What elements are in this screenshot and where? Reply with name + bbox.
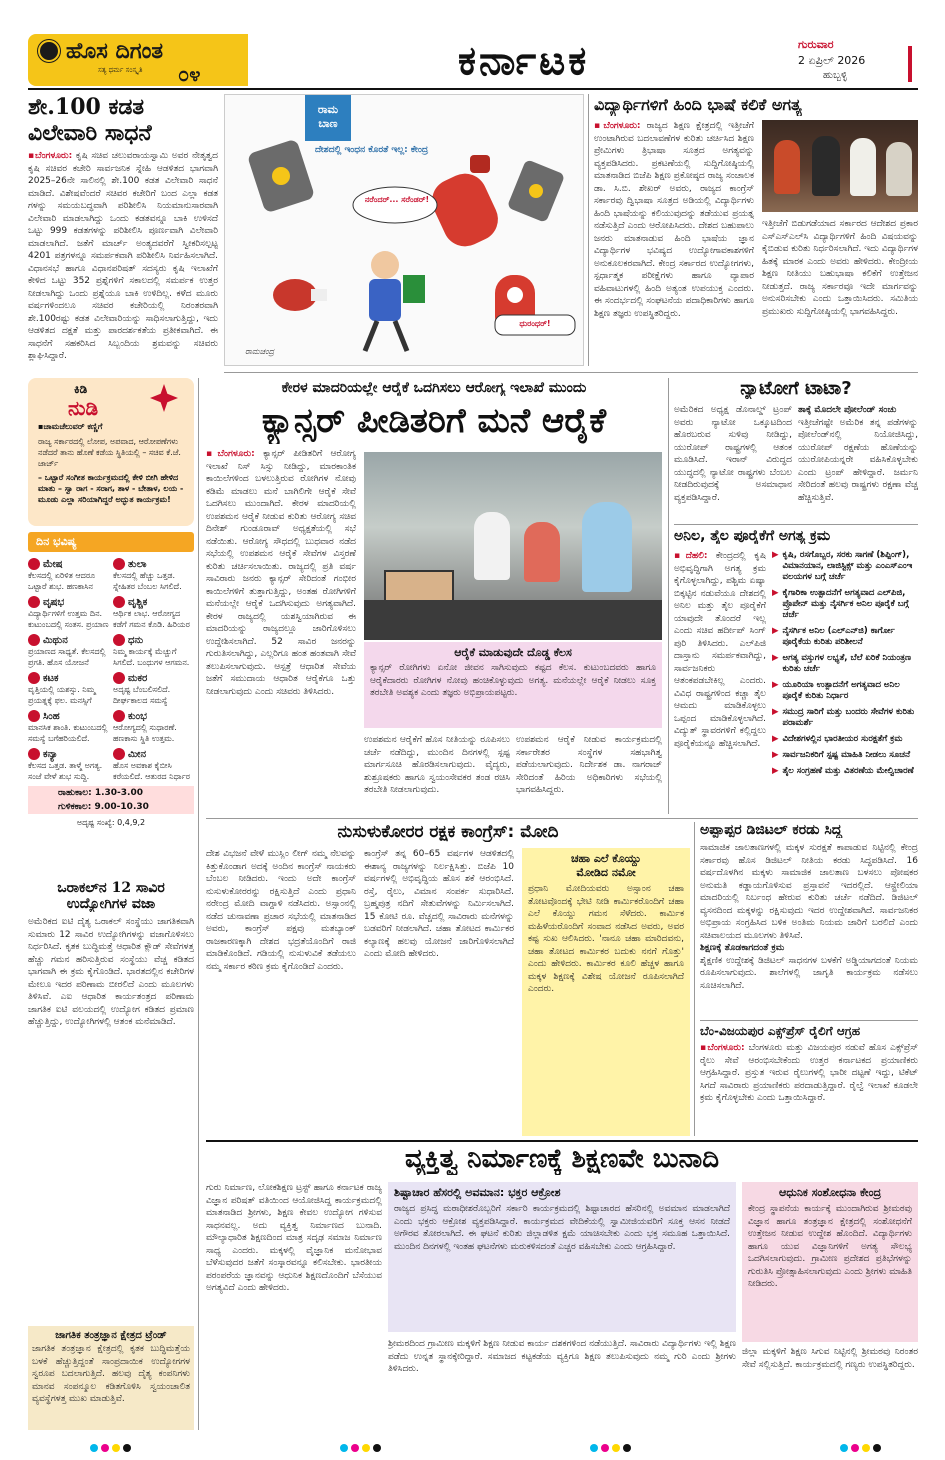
list-item-text: ಸಾರ್ವಜನಿಕರಿಗೆ ಸ್ಪಷ್ಟ ಮಾಹಿತಿ ನೀಡಲು ಸೂಚನೆ bbox=[782, 750, 911, 760]
list-item bbox=[772, 653, 918, 675]
article-body bbox=[700, 842, 918, 1014]
section-rule bbox=[206, 818, 918, 819]
column-divider bbox=[198, 378, 199, 1430]
sign-text: ಅದೃಷ್ಟ ಬೆಂಬಲಿಸಲಿದೆ. ದೀರ್ಘಕಾಲದ ಸಮಸ್ಯೆ bbox=[113, 685, 171, 705]
article-text: ಶ್ರೀಮಠದಿಂದ ಗ್ರಾಮೀಣ ಮಕ್ಕಳಿಗೆ ಶಿಕ್ಷಣ ನೀಡುವ ಕಾರ್ಯ ದಶಕಗಳಿಂದ ನಡೆಯುತ್ತಿದೆ. ಸಾವಿರಾರು ವಿದ್ಯಾರ್ಥಿಗಳು ಇಲ್ಲಿ ಶಿಕ್ಷಣ ಪಡೆದು ಉನ್ನತ ಸ್ಥಾನಕ್ಕೇರಿದ್ದಾರೆ. ಸಮಾಜದ ಕಟ್ಟಕಡೆಯ ವ್ಯಕ್ತಿಗೂ ಶಿಕ್ಷಣ ತಲುಪಿಸುವುದು ನಮ್ಮ ಗುರಿ ಎಂದು ಶ್ರೀಗಳು ತಿಳಿಸಿದರು. bbox=[388, 1339, 736, 1374]
lead-body-col1 bbox=[206, 448, 356, 814]
horoscope-sign bbox=[28, 672, 109, 706]
horoscope-sign bbox=[28, 596, 109, 630]
section-rule bbox=[674, 524, 918, 525]
subhead: ತಾಕ್ಕೆ ಮೊದಲೇ ಪೋಲೆಂಡ್ ಸಂಚು bbox=[798, 405, 897, 415]
sign-text: ವಿದ್ಯಾರ್ಥಿಗಳಿಗೆ ಉತ್ತಮ ದಿನ. ಕುಟುಂಬದಲ್ಲಿ ಸಂತಸ. ಪ್ರಯಾಣ bbox=[28, 609, 109, 629]
sign-text: ಆರ್ಥಿಕ ಲಾಭ. ಆರೋಗ್ಯದ ಕಡೆಗೆ ಗಮನ ಕೊಡಿ. ಹಿರಿಯರ bbox=[113, 609, 190, 629]
shishtachara-body: ರಾಜ್ಯದ ಪ್ರಸಿದ್ಧ ಮಠಾಧೀಶರೊಬ್ಬರಿಗೆ ಸರ್ಕಾರಿ ಕಾರ್ಯಕ್ರಮದಲ್ಲಿ ಶಿಷ್ಟಾಚಾರದ ಹೆಸರಿನಲ್ಲಿ ಅವಮಾನ ಮಾಡಲಾಗಿದೆ ಎಂದು ಭಕ್ತರು ಆಕ್ರೋಶ ವ್ಯಕ್ತಪಡಿಸಿದ್ದಾರೆ. ಕಾರ್ಯಕ್ರಮದ ವೇದಿಕೆಯಲ್ಲಿ ಸ್ವಾಮೀಜಿಯವರಿಗೆ ಸೂಕ್ತ ಆಸನ ನೀಡದೆ ಅಗೌರವ ತೋರಲಾಗಿದೆ. ಈ ಘಟನೆ ಕುರಿತು ಜಿಲ್ಲಾಡಳಿತ ಕ್ಷಮೆ ಯಾಚಿಸಬೇಕು ಎಂದು ಭಕ್ತ ಸಮೂಹ ಒತ್ತಾಯಿಸಿದೆ. ಮುಂದಿನ ದಿನಗಳಲ್ಲಿ ಇಂತಹ ಘಟನೆಗಳು ಮರುಕಳಿಸದಂತೆ ಎಚ್ಚರ ವಹಿಸಬೇಕು ಎಂದು ಆಗ್ರಹಿಸಿದ್ದಾರೆ. bbox=[394, 1204, 730, 1252]
cylinder-left-icon bbox=[247, 138, 316, 213]
column-divider bbox=[588, 94, 589, 366]
sign-name: ವೃಶ್ಚಿಕ bbox=[128, 596, 148, 608]
article-text: ಬೆಂಗಳೂರು ಮತ್ತು ವಿಜಯಪುರ ನಡುವೆ ಹೊಸ ಎಕ್ಸ್‌ಪ್ರೆಸ್ ರೈಲು ಸೇವೆ ಆರಂಭಿಸಬೇಕೆಂದು ಉತ್ತರ ಕರ್ನಾಟಕದ ಪ್ರಯಾಣಿಕರು ಆಗ್ರಹಿಸಿದ್ದಾರೆ. ಪ್ರಸ್ತುತ ಇರುವ ರೈಲುಗಳಲ್ಲಿ ಭಾರೀ ದಟ್ಟಣೆ ಇದ್ದು, ಟಿಕೆಟ್ ಸಿಗದೆ ಸಾವಿರಾರು ಪ್ರಯಾಣಿಕರು ಪರದಾಡುತ್ತಿದ್ದಾರೆ. ರೈಲ್ವೆ ಇಲಾಖೆ ಕೂಡಲೇ ಕ್ರಮ ಕೈಗೊಳ್ಳಬೇಕು ಎಂದು ಒತ್ತಾಯಿಸಿದ್ದಾರೆ. bbox=[700, 1043, 918, 1103]
horoscope-sign bbox=[113, 710, 194, 744]
article-body-col1 bbox=[206, 848, 356, 1136]
sign-name: ಮಕರ bbox=[128, 672, 148, 684]
article-body: ಅಮೆರಿಕದ ಐಟಿ ದೈತ್ಯ ಒರಾಕಲ್ ಸಂಸ್ಥೆಯು ಜಾಗತಿಕವಾಗಿ ಸುಮಾರು 12 ಸಾವಿರ ಉದ್ಯೋಗಿಗಳನ್ನು ವಜಾಗೊಳಿಸಲು ನಿರ್ಧರಿಸಿದೆ. ಕೃತಕ ಬುದ್ಧಿಮತ್ತೆ ಆಧಾರಿತ ಕ್ಲೌಡ್ ಸೇವೆಗಳತ್ತ ಹೆಚ್ಚು ಗಮನ ಹರಿಸುತ್ತಿರುವ ಸಂಸ್ಥೆಯು ವೆಚ್ಚ ಕಡಿತದ ಭಾಗವಾಗಿ ಈ ಕ್ರಮ ಕೈಗೊಂಡಿದೆ. ಭಾರತದಲ್ಲಿನ ಕಚೇರಿಗಳ ಮೇಲೂ ಇದರ ಪರಿಣಾಮ ಬೀರಲಿದೆ ಎಂದು ಮೂಲಗಳು ತಿಳಿಸಿವೆ. ಎಐ ಆಧಾರಿತ ಕಾರ್ಯತಂತ್ರದ ಪರಿಣಾಮ ಜಾಗತಿಕ ಐಟಿ ವಲಯದಲ್ಲಿ ಉದ್ಯೋಗ ಕಡಿತದ ಪ್ರಮಾಣ ಹೆಚ್ಚುತ್ತಿದ್ದು, ಉದ್ಯೋಗಿಗಳಲ್ಲಿ ಆತಂಕ ಮನೆಮಾಡಿದೆ. bbox=[28, 917, 194, 1027]
list-item bbox=[772, 734, 918, 745]
boxing-glove-icon bbox=[273, 279, 327, 311]
zodiac-icon bbox=[28, 748, 40, 760]
article-body-col2 bbox=[364, 848, 514, 1136]
headline: ನ್ಯಾಟೋಗೆ ಟಾಟಾ? bbox=[740, 378, 852, 399]
article-text: ಶೈಕ್ಷಣಿಕ ಉದ್ದೇಶಕ್ಕೆ ಡಿಜಿಟಲ್ ಸಾಧನಗಳ ಬಳಕೆಗೆ ಅಡ್ಡಿಯಾಗದಂತೆ ನಿಯಮ ರೂಪಿಸಲಾಗುವುದು. ಶಾಲೆಗಳಲ್ಲಿ ಜಾಗೃತಿ ಕಾರ್ಯಕ್ರಮ ನಡೆಸಲು ಸೂಚಿಸಲಾಗಿದೆ. bbox=[700, 955, 918, 991]
zodiac-icon bbox=[113, 672, 125, 684]
lead-photo bbox=[364, 452, 662, 640]
horoscope-row bbox=[28, 558, 194, 592]
story-file-clearance bbox=[28, 94, 218, 372]
sign-text: ವೃತ್ತಿಯಲ್ಲಿ ಯಶಸ್ಸು. ನಿಮ್ಮ ಪ್ರಯತ್ನಕ್ಕೆ ಫಲ. ಮನಸ್ಸಿಗೆ bbox=[28, 685, 96, 705]
cartoon-tag-line1: ರಾಮ bbox=[317, 103, 339, 116]
sign-name: ಸಿಂಹ bbox=[43, 710, 60, 722]
dateline: ▪ಬೆಂಗಳೂರು: bbox=[594, 121, 641, 131]
list-item bbox=[772, 766, 918, 777]
kidi-byline: ▪ಚಾಮಚೆಲುವರ್ ಕಣ್ಣಿಗೆ bbox=[38, 422, 103, 431]
zodiac-icon bbox=[28, 558, 40, 570]
article-body bbox=[674, 550, 766, 814]
list-item-text: ಕೃಷಿ, ರಸಗೊಬ್ಬರ, ಸರಕು ಸಾಗಣೆ (ಶಿಪ್ಪಿಂಗ್), ವಿಮಾನಯಾನ, ಲಾಜಿಸ್ಟಿಕ್ಸ್ ಮತ್ತು ಎಂಎಸ್‌ಎಂಇ ವಲಯಗಳ ಬಗ್ಗೆ ಚರ್ಚೆ bbox=[782, 550, 913, 582]
horoscope-title: ದಿನ ಭವಿಷ್ಯ bbox=[28, 532, 194, 552]
masthead-city: ಹುಬ್ಬಳ್ಳಿ bbox=[823, 70, 848, 81]
zodiac-icon bbox=[28, 672, 40, 684]
kidi-title-2: ನುಡಿ bbox=[68, 396, 99, 420]
list-item-text: ಕೈಗಾರಿಕಾ ಉತ್ಪಾದನೆಗೆ ಅಗತ್ಯವಾದ ಎಲ್‌ಪಿಜಿ, ಪ್ರೊಪೇನ್ ಮತ್ತು ನೈಸರ್ಗಿಕ ಅನಿಲ ಪೂರೈಕೆ ಬಗ್ಗೆ ಚರ್ಚೆ bbox=[782, 588, 909, 620]
sign-text: ಕೆಲಸದ ಒತ್ತಡ. ತಾಳ್ಮೆ ಅಗತ್ಯ. ಸಂಜೆ ವೇಳೆ ಶುಭ ಸುದ್ದಿ. bbox=[28, 761, 103, 781]
masthead bbox=[28, 34, 918, 86]
sign-name: ಕನ್ಯಾ bbox=[43, 748, 58, 760]
bullet-arrow-icon: ▶ bbox=[772, 750, 779, 760]
list-item-text: ಯೂರಿಯಾ ಉತ್ಪಾದನೆಗೆ ಅಗತ್ಯವಾದ ಅನಿಲ ಪೂರೈಕೆ ಕುರಿತು ನಿರ್ಧಾರ bbox=[782, 680, 900, 701]
trend-box bbox=[28, 1326, 194, 1430]
section-rule bbox=[206, 1140, 918, 1142]
bullet-arrow-icon: ▶ bbox=[772, 680, 779, 690]
speech-bubble-1: ನರೆಂದರ್... ಸರೆಂಡರ್! bbox=[364, 195, 430, 204]
registration-marks-3 bbox=[590, 1444, 631, 1452]
masthead-red-bar bbox=[908, 46, 912, 82]
article-body bbox=[700, 1042, 918, 1134]
masthead-logo-block bbox=[28, 34, 248, 86]
subhead: ಶಿಕ್ಷಣಕ್ಕೆ ತೊಡಕಾಗದಂತೆ ಕ್ರಮ bbox=[700, 943, 785, 953]
article-text: ಕ್ಯಾನ್ಸರ್ ಪೀಡಿತರಿಗೆ ಆರೋಗ್ಯ ಇಲಾಖೆ ನಿಸ್ ಸಿಸ್ಸು ನೀಡಿದ್ದು, ಮಾರಕಾಂತಿಕ ಕಾಯಿಲೆಗಳಿಂದ ಬಳಲುತ್ತಿರುವ ರೋಗಿಗಳ ನೋವು ಕಡಿಮೆ ಮಾಡಲು ಮನೆ ಬಾಗಿಲಿಗೇ ಆರೈಕೆ ಸೇವೆ ಒದಗಿಸಲು ಮುಂದಾಗಿದೆ. ಕೇರಳ ಮಾದರಿಯಲ್ಲಿ ಉಪಶಮನ ಆರೈಕೆ ನೀಡುವ ಕುರಿತು ಆರೋಗ್ಯ ಸಚಿವ ದಿನೇಶ್ ಗುಂಡೂರಾವ್ ಅಧ್ಯಕ್ಷತೆಯಲ್ಲಿ ಸಭೆ ನಡೆಯಿತು. ಆರೋಗ್ಯ ಸೌಧದಲ್ಲಿ ಬುಧವಾರ ನಡೆದ ಸಭೆಯಲ್ಲಿ ಉಪಶಮನ ಆರೈಕೆ ಸೇವೆಗಳ ವಿಸ್ತರಣೆ ಕುರಿತು ಚರ್ಚಿಸಲಾಯಿತು. ರಾಜ್ಯದಲ್ಲಿ ಪ್ರತಿ ವರ್ಷ ಸಾವಿರಾರು ಜನರು ಕ್ಯಾನ್ಸರ್ ಸೇರಿದಂತೆ ಗಂಭೀರ ಕಾಯಿಲೆಗಳಿಗೆ ತುತ್ತಾಗುತ್ತಿದ್ದು, ಅಂತಹ ರೋಗಿಗಳಿಗೆ ಮನೆಯಲ್ಲೇ ಆರೈಕೆ ಒದಗಿಸುವುದು ಅಗತ್ಯವಾಗಿದೆ. ಕೇರಳ ರಾಜ್ಯದಲ್ಲಿ ಯಶಸ್ವಿಯಾಗಿರುವ ಈ ಮಾದರಿಯನ್ನು ರಾಜ್ಯದಲ್ಲೂ ಜಾರಿಗೊಳಿಸಲು ಉದ್ದೇಶಿಸಲಾಗಿದೆ. 52 ಸಾವಿರ ಜನರನ್ನು ಗುರುತಿಸಲಾಗಿದ್ದು, ಎಲ್ಲರಿಗೂ ಹಂತ ಹಂತವಾಗಿ ಸೇವೆ ತಲುಪಿಸಲಾಗುವುದು. ಆಸ್ಪತ್ರೆ ಆಧಾರಿತ ಸೇವೆಯ ಜತೆಗೆ ಸಮುದಾಯ ಆಧಾರಿತ ಆರೈಕೆಗೂ ಒತ್ತು ನೀಡಲಾಗುವುದು ಎಂದು ಸಚಿವರು ತಿಳಿಸಿದರು. bbox=[206, 449, 356, 697]
story-nato bbox=[674, 378, 918, 522]
headline: ಬೆಂ-ವಿಜಯಪುರ ಎಕ್ಸ್‌ಪ್ರೆಸ್ ರೈಲಿಗೆ ಆಗ್ರಹ bbox=[700, 1024, 861, 1038]
photo-caption-box bbox=[364, 642, 662, 728]
dateline: ▪ಬೆಂಗಳೂರು: bbox=[700, 1043, 745, 1053]
list-item bbox=[772, 626, 918, 648]
list-item bbox=[772, 750, 918, 761]
person-silhouette bbox=[474, 512, 510, 580]
article-text: ದೇಶ ವಿಭಜನೆ ವೇಳೆ ಮುಸ್ಲಿಂ ಲೀಗ್ ನಮ್ಮ ನೆಲವನ್ನು ಕಿತ್ತುಕೊಂಡಾಗ ಅದಕ್ಕೆ ಅಂದಿನ ಕಾಂಗ್ರೆಸ್ ನಾಯಕರು ಬೆಂಬಲ ನೀಡಿದರು. ಇಂದು ಅದೇ ಕಾಂಗ್ರೆಸ್ ನುಸುಳುಕೋರರನ್ನು ರಕ್ಷಿಸುತ್ತಿದೆ ಎಂದು ಪ್ರಧಾನಿ ನರೇಂದ್ರ ಮೋದಿ ವಾಗ್ದಾಳಿ ನಡೆಸಿದರು. ಅಸ್ಸಾಂನಲ್ಲಿ ನಡೆದ ಚುನಾವಣಾ ಪ್ರಚಾರ ಸಭೆಯಲ್ಲಿ ಮಾತನಾಡಿದ ಅವರು, ಕಾಂಗ್ರೆಸ್ ಪಕ್ಷವು ಮತಬ್ಯಾಂಕ್ ರಾಜಕಾರಣಕ್ಕಾಗಿ ದೇಶದ ಭದ್ರತೆಯೊಂದಿಗೆ ರಾಜಿ ಮಾಡಿಕೊಂಡಿದೆ. ಗಡಿಯಲ್ಲಿ ನುಸುಳುವಿಕೆ ತಡೆಯಲು ನಮ್ಮ ಸರ್ಕಾರ ಕಠಿಣ ಕ್ರಮ ಕೈಗೊಂಡಿದೆ ಎಂದರು. bbox=[206, 849, 356, 972]
horoscope-sign bbox=[28, 710, 109, 744]
list-item-text: ಅಗತ್ಯ ವಸ್ತುಗಳ ಲಭ್ಯತೆ, ಬೆಲೆ ಏರಿಕೆ ನಿಯಂತ್ರಣ ಕುರಿತು ಚರ್ಚೆ bbox=[782, 653, 912, 674]
kidi-quote: ರಾಜ್ಯ ಸರ್ಕಾರದಲ್ಲಿ ಲೋಪ, ಅಪವಾದ, ಆರೋಪಣೆಗಳು ನಡೆದರೆ ತಾನು ಹೊಣೆ ಕಡೆಯ ಸ್ಥಿತಿಯಲ್ಲಿ – ಸಚಿವ ಕೆ.ಜೆ. ಜಾರ್ಜ್ bbox=[38, 437, 181, 468]
trend-body: ಜಾಗತಿಕ ತಂತ್ರಜ್ಞಾನ ಕ್ಷೇತ್ರದಲ್ಲಿ ಕೃತಕ ಬುದ್ಧಿಮತ್ತೆಯ ಬಳಕೆ ಹೆಚ್ಚುತ್ತಿದ್ದಂತೆ ಸಾಂಪ್ರದಾಯಿಕ ಉದ್ಯೋಗಗಳ ಸ್ವರೂಪ ಬದಲಾಗುತ್ತಿದೆ. ಹಲವು ದೈತ್ಯ ಕಂಪನಿಗಳು ಮಾನವ ಸಂಪನ್ಮೂಲ ಕಡಿತಗೊಳಿಸಿ ಸ್ವಯಂಚಾಲಿತ ವ್ಯವಸ್ಥೆಗಳತ್ತ ಮುಖ ಮಾಡುತ್ತಿವೆ. bbox=[32, 1344, 190, 1404]
chaha-title-2: ಮೋಡಿದ ನಮೋ bbox=[576, 866, 636, 879]
zodiac-icon bbox=[113, 634, 125, 646]
column-divider bbox=[694, 822, 695, 1136]
headline-line2: ಉದ್ಯೋಗಿಗಳ ವಜಾ bbox=[66, 896, 156, 912]
rahukala: ರಾಹುಕಾಲ: 1.30-3.00 bbox=[28, 786, 194, 800]
research-box bbox=[742, 1182, 918, 1342]
bullet-arrow-icon: ▶ bbox=[772, 626, 779, 636]
horoscope-sign bbox=[113, 596, 194, 630]
sign-text: ನಿಮ್ಮ ಕಾರ್ಯಕ್ಕೆ ಮೆಚ್ಚುಗೆ ಸಿಗಲಿದೆ. ಬಂಧುಗಳ ಆಗಮನ. bbox=[113, 647, 190, 667]
list-item-text: ಸಮುದ್ರ ಸಾರಿಗೆ ಮತ್ತು ಬಂದರು ಸೇವೆಗಳ ಕುರಿತು ಪರಾಮರ್ಶೆ bbox=[782, 707, 915, 728]
logo-tagline: ಸತ್ಯ ಧರ್ಮ ಸಂಸ್ಕೃತಿ bbox=[98, 66, 143, 74]
bullet-arrow-icon: ▶ bbox=[772, 766, 779, 776]
list-item-text: ವಿದೇಶಗಳಲ್ಲಿನ ಭಾರತೀಯರ ಸುರಕ್ಷತೆಗೆ ಕ್ರಮ bbox=[782, 734, 903, 744]
list-item bbox=[772, 707, 918, 729]
article-text: ಗುರು ನಿರ್ಮಾಣ, ಲೋಕಶಿಕ್ಷಣ ಟ್ರಸ್ಟ್ ಹಾಗೂ ಕರ್ನಾಟಕ ರಾಜ್ಯ ವಿಜ್ಞಾನ ಪರಿಷತ್ ವತಿಯಿಂದ ಆಯೋಜಿಸಿದ್ದ ಕಾರ್ಯಕ್ರಮದಲ್ಲಿ ಮಾತನಾಡಿದ ಶ್ರೀಗಳು, ಶಿಕ್ಷಣ ಕೇವಲ ಉದ್ಯೋಗ ಗಳಿಸುವ ಸಾಧನವಲ್ಲ. ಅದು ವ್ಯಕ್ತಿತ್ವ ನಿರ್ಮಾಣದ ಬುನಾದಿ. ಮೌಲ್ಯಾಧಾರಿತ ಶಿಕ್ಷಣದಿಂದ ಮಾತ್ರ ಸದೃಢ ಸಮಾಜ ನಿರ್ಮಾಣ ಸಾಧ್ಯ ಎಂದರು. ಮಕ್ಕಳಲ್ಲಿ ವೈಜ್ಞಾನಿಕ ಮನೋಭಾವ ಬೆಳೆಸುವುದರ ಜತೆಗೆ ಸಂಸ್ಕಾರವನ್ನೂ ಕಲಿಸಬೇಕು. ಭಾರತೀಯ ಪರಂಪರೆಯ ಜ್ಞಾನವನ್ನು ಆಧುನಿಕ ಶಿಕ್ಷಣದೊಂದಿಗೆ ಬೆಸೆಯುವ ಅಗತ್ಯವಿದೆ ಎಂದು ಹೇಳಿದರು. bbox=[206, 1183, 382, 1293]
headline: ಅಪ್ಪಾಪ್ಪರ ಡಿಜಿಟಲ್ ಕರಡು ಸಿದ್ಧ bbox=[700, 822, 842, 838]
lead-kicker: ಕೇರಳ ಮಾದರಿಯಲ್ಲೇ ಆರೈಕೆ ಒದಗಿಸಲು ಆರೋಗ್ಯ ಇಲಾಖೆ ಮುಂದು bbox=[281, 380, 587, 396]
horoscope-row bbox=[28, 748, 194, 782]
article-text: ಉಪಶಮನ ಆರೈಕೆಗೆ ಹೊಸ ನೀತಿಯನ್ನು ರೂಪಿಸಲು ಚರ್ಚೆ ನಡೆದಿದ್ದು, ಮುಂದಿನ ದಿನಗಳಲ್ಲಿ ಸ್ಪಷ್ಟ ಮಾರ್ಗಸೂಚಿ ಹೊರಡಿಸಲಾಗುವುದು. ವೈದ್ಯರು, ಶುಶ್ರೂಷಕರು ಹಾಗೂ ಸ್ವಯಂಸೇವಕರ ತಂಡ ರಚಿಸಿ ತರಬೇತಿ ನೀಡಲಾಗುವುದು. bbox=[364, 735, 510, 795]
horoscope-sign bbox=[28, 634, 109, 668]
horoscope-sign bbox=[113, 634, 194, 668]
story-oil-supply bbox=[674, 528, 918, 814]
person-silhouette bbox=[886, 142, 912, 196]
article-text: ಜಿಲ್ಲಾ ಮಕ್ಕಳಿಗೆ ಶಿಕ್ಷಣ ಸಿಗುವ ನಿಟ್ಟಿನಲ್ಲಿ ಶ್ರೀಮಠವು ನಿರಂತರ ಸೇವೆ ಸಲ್ಲಿಸುತ್ತಿದೆ. ಕಾರ್ಯಕ್ರಮದಲ್ಲಿ ಗಣ್ಯರು ಉಪಸ್ಥಿತರಿದ್ದರು. bbox=[742, 1347, 918, 1370]
column-divider bbox=[668, 378, 669, 814]
lead-headline: ಕ್ಯಾನ್ಸರ್ ಪೀಡಿತರಿಗೆ ಮನೆ ಆರೈಕೆ bbox=[261, 401, 607, 441]
logo-name: ಹೊಸ ದಿಗಂತ bbox=[66, 38, 164, 64]
headline: ವಿದ್ಯಾರ್ಥಿಗಳಿಗೆ ಹಿಂದಿ ಭಾಷೆ ಕಲಿಕೆ ಅಗತ್ಯ bbox=[594, 95, 802, 114]
sign-name: ಕುಂಭ bbox=[128, 710, 147, 722]
story-rail-demand bbox=[700, 1024, 918, 1136]
headline: ನುಸುಳುಕೋರರ ರಕ್ಷಕ ಕಾಂಗ್ರೆಸ್: ಮೋದಿ bbox=[337, 822, 559, 842]
section-title: ಕರ್ನಾಟಕ bbox=[458, 38, 590, 84]
logo-emblem-icon bbox=[38, 40, 60, 62]
research-body: ಕೇಂದ್ರ ಸ್ಥಾಪನೆಯ ಕಾರ್ಯಕ್ಕೆ ಮುಂದಾಗಿರುವ ಶ್ರೀಮಠವು ವಿಜ್ಞಾನ ಹಾಗೂ ತಂತ್ರಜ್ಞಾನ ಕ್ಷೇತ್ರದಲ್ಲಿ ಸಂಶೋಧನೆಗೆ ಉತ್ತೇಜನ ನೀಡುವ ಉದ್ದೇಶ ಹೊಂದಿದೆ. ವಿದ್ಯಾರ್ಥಿಗಳು ಹಾಗೂ ಯುವ ವಿಜ್ಞಾನಿಗಳಿಗೆ ಅಗತ್ಯ ಸೌಲಭ್ಯ ಒದಗಿಸಲಾಗುವುದು. ಗ್ರಾಮೀಣ ಪ್ರದೇಶದ ಪ್ರತಿಭೆಗಳನ್ನು ಗುರುತಿಸಿ ಪ್ರೋತ್ಸಾಹಿಸಲಾಗುವುದು ಎಂದು ಶ್ರೀಗಳು ಮಾಹಿತಿ ನೀಡಿದರು. bbox=[748, 1204, 912, 1289]
sign-name: ಧನು bbox=[128, 634, 144, 646]
story-oracle bbox=[28, 880, 194, 1120]
cartoon-caption: ದೇಶದಲ್ಲಿ ಇಂಧನ ಕೊರತೆ ಇಲ್ಲ: ಕೇಂದ್ರ bbox=[315, 145, 429, 155]
article-body-right bbox=[798, 404, 918, 514]
spark-icon bbox=[150, 384, 178, 412]
masthead-day: ಗುರುವಾರ bbox=[798, 38, 834, 51]
speech-bubble-2: ಧುರಂಧರ್! bbox=[519, 319, 551, 328]
horoscope-sign bbox=[113, 672, 194, 706]
article-text: ಇತ್ತೀಚೆಗೆ ಬಿಡುಗಡೆಯಾದ ಸರ್ಕಾರದ ಆದೇಶದ ಪ್ರಕಾರ ಎಸ್‌ಎಸ್‌ಎಲ್‌ಸಿ ವಿದ್ಯಾರ್ಥಿಗಳಿಗೆ ಹಿಂದಿ ವಿಷಯವನ್ನು ಕೈಬಿಡುವ ಕುರಿತು ನಿರ್ಧರಿಸಲಾಗಿದೆ. ಇದು ವಿದ್ಯಾರ್ಥಿಗಳ ಹಿತಕ್ಕೆ ಮಾರಕ ಎಂದು ಅವರು ಹೇಳಿದರು. ಕೇಂದ್ರೀಯ ಶಿಕ್ಷಣ ನೀತಿಯು ಬಹುಭಾಷಾ ಕಲಿಕೆಗೆ ಉತ್ತೇಜನ ನೀಡುತ್ತದೆ. ರಾಜ್ಯ ಸರ್ಕಾರವೂ ಇದೇ ಮಾರ್ಗವನ್ನು ಅನುಸರಿಸಬೇಕು ಎಂದು ಒತ್ತಾಯಿಸಿದರು. ಸಮಿತಿಯ ಪ್ರಮುಖರು ಸುದ್ದಿಗೋಷ್ಠಿಯಲ್ಲಿ ಭಾಗವಹಿಸಿದ್ದರು. bbox=[762, 219, 918, 317]
trend-title: ಜಾಗತಿಕ ತಂತ್ರಜ್ಞಾನ ಕ್ಷೇತ್ರದ ಟ್ರೆಂಡ್ bbox=[55, 1330, 167, 1341]
story9-headline: ವ್ಯಕ್ತಿತ್ವ ನಿರ್ಮಾಣಕ್ಕೆ ಶಿಕ್ಷಣವೇ ಬುನಾದಿ bbox=[404, 1144, 719, 1174]
zodiac-icon bbox=[113, 710, 125, 722]
chaha-box bbox=[522, 848, 690, 1136]
person-silhouette bbox=[812, 136, 840, 196]
story-modi bbox=[206, 822, 690, 1136]
sign-name: ಮೇಷ bbox=[43, 558, 63, 570]
horoscope-row bbox=[28, 672, 194, 706]
article-text: ಕಾಂಗ್ರೆಸ್ ತನ್ನ 60–65 ವರ್ಷಗಳ ಆಡಳಿತದಲ್ಲಿ ಈಶಾನ್ಯ ರಾಜ್ಯಗಳನ್ನು ನಿರ್ಲಕ್ಷಿಸಿತ್ತು. ಬಿಜೆಪಿ 10 ವರ್ಷಗಳಲ್ಲಿ ಅಭಿವೃದ್ಧಿಯ ಹೊಸ ಶಕೆ ಆರಂಭಿಸಿದೆ. ರಸ್ತೆ, ರೈಲು, ವಿಮಾನ ಸಂಪರ್ಕ ಸುಧಾರಿಸಿದೆ. ಬ್ರಹ್ಮಪುತ್ರ ನದಿಗೆ ಸೇತುವೆಗಳನ್ನು ನಿರ್ಮಿಸಲಾಗಿದೆ. 15 ಕೋಟಿ ರೂ. ವೆಚ್ಚದಲ್ಲಿ ಸಾವಿರಾರು ಮನೆಗಳನ್ನು ಬಡವರಿಗೆ ನೀಡಲಾಗಿದೆ. ಚಹಾ ತೋಟದ ಕಾರ್ಮಿಕರ ಕಲ್ಯಾಣಕ್ಕೆ ಹಲವು ಯೋಜನೆ ಜಾರಿಗೊಳಿಸಲಾಗಿದೆ ಎಂದು ಮೋದಿ ಹೇಳಿದರು. bbox=[364, 849, 514, 959]
bullet-arrow-icon: ▶ bbox=[772, 734, 779, 744]
key-points-list bbox=[772, 550, 918, 814]
registration-marks-4 bbox=[840, 1444, 881, 1452]
sign-name: ವೃಷಭ bbox=[43, 596, 65, 608]
cylinder-right-icon bbox=[507, 159, 565, 223]
page-number: ೦೪ bbox=[178, 62, 201, 86]
article-body-left bbox=[674, 404, 792, 514]
research-body-2 bbox=[742, 1346, 918, 1432]
bullet-arrow-icon: ▶ bbox=[772, 707, 779, 717]
horoscope-row bbox=[28, 634, 194, 668]
sign-text: ಆರೋಗ್ಯದಲ್ಲಿ ಸುಧಾರಣೆ. ಹಣಕಾಸು ಸ್ಥಿತಿ ಉತ್ತಮ. bbox=[113, 723, 177, 743]
headline-line1: ಶೇ.100 ಕಡತ bbox=[28, 94, 145, 120]
section-rule bbox=[224, 372, 918, 373]
conference-table bbox=[364, 600, 662, 640]
article-text: ಅಮೆರಿಕದ ಅಧ್ಯಕ್ಷ ಡೊನಾಲ್ಡ್ ಟ್ರಂಪ್ ಅವರು ನ್ಯಾಟೋ ಒಕ್ಕೂಟದಿಂದ ಹೊರಬರುವ ಸುಳಿವು ನೀಡಿದ್ದು, ಯುರೋಪ್ ರಾಷ್ಟ್ರಗಳಲ್ಲಿ ಆತಂಕ ಮೂಡಿಸಿದೆ. ಇರಾನ್ ವಿರುದ್ಧದ ಯುದ್ಧದಲ್ಲಿ ನ್ಯಾಟೋ ರಾಷ್ಟ್ರಗಳು ಬೆಂಬಲ ನೀಡದಿರುವುದಕ್ಕೆ ಅಸಮಾಧಾನ ವ್ಯಕ್ತಪಡಿಸಿದ್ದಾರೆ. bbox=[674, 405, 792, 503]
headline-line2: ವಿಲೇವಾರಿ ಸಾಧನೆ bbox=[28, 120, 152, 146]
kidi-response: – ಒಟ್ಟಾರೆ ಸಂಗೀತ ಕಾರ್ಯಕ್ರಮದಲ್ಲಿ ಕೇಳಿ ಬೀಗಿ ಹೇಳಿದ ಮಾತು – ಸ್ವಾ ರಾಗ - ಸರಾಗ, ತಾಳ - ಬೇತಾಳ, ಲಯ - ಮೂಡು ಎಲ್ಲಾ ಸರಿಯಾಗಿದ್ದರೆ ಅದ್ಭುತ ಕಾರ್ಯಕ್ರಮ! bbox=[38, 473, 184, 504]
dateline: ▪ಬೆಂಗಳೂರು: bbox=[28, 151, 73, 161]
list-item bbox=[772, 680, 918, 702]
horoscope-row bbox=[28, 596, 194, 630]
gulikakala: ಗುಳಿಕಕಾಲ: 9.00-10.30 bbox=[28, 800, 194, 814]
zodiac-icon bbox=[28, 710, 40, 722]
person-silhouette bbox=[524, 522, 560, 582]
sign-text: ಪ್ರಯಾಣದ ಸಾಧ್ಯತೆ. ಕೆಲಸದಲ್ಲಿ ಪ್ರಗತಿ. ಹೊಸ ಯೋಜನೆ bbox=[28, 647, 106, 667]
horoscope-row bbox=[28, 710, 194, 744]
photo-caption-title: ಆರೈಕೆ ಮಾಡುವುದೇ ದೊಡ್ಡ ಕೆಲಸ bbox=[454, 646, 572, 659]
sign-text: ಕೆಲಸದಲ್ಲಿ ಏರಿಳಿತ ಆದರೂ ಒಟ್ಟಾರೆ ಶುಭ. ಹಣಕಾಸಿನ bbox=[28, 571, 96, 591]
registration-marks-1 bbox=[90, 1444, 131, 1452]
article-body-right bbox=[762, 218, 918, 360]
chaha-body: ಪ್ರಧಾನಿ ಮೋದಿಯವರು ಅಸ್ಸಾಂನ ಚಹಾ ತೋಟವೊಂದಕ್ಕೆ ಭೇಟಿ ನೀಡಿ ಕಾರ್ಮಿಕರೊಂದಿಗೆ ಚಹಾ ಎಲೆ ಕೊಯ್ದು ಗಮನ ಸೆಳೆದರು. ಕಾರ್ಮಿಕ ಮಹಿಳೆಯರೊಂದಿಗೆ ಸಂವಾದ ನಡೆಸಿದ ಅವರು, ಅವರ ಕಷ್ಟ ಸುಖ ಆಲಿಸಿದರು. 'ನಾನೂ ಚಹಾ ಮಾರಿದವನು, ಚಹಾ ತೋಟದ ಕಾರ್ಮಿಕರ ಬದುಕು ನನಗೆ ಗೊತ್ತು' ಎಂದು ಹೇಳಿದರು. ಕಾರ್ಮಿಕರ ಕೂಲಿ ಹೆಚ್ಚಳ ಹಾಗೂ ಮಕ್ಕಳ ಶಿಕ್ಷಣಕ್ಕೆ ವಿಶೇಷ ಯೋಜನೆ ರೂಪಿಸಲಾಗಿದೆ ಎಂದರು. bbox=[528, 884, 684, 994]
horoscope-sign bbox=[28, 558, 109, 592]
article-text: ರಾಜ್ಯದ ಶಿಕ್ಷಣ ಕ್ಷೇತ್ರದಲ್ಲಿ ಇತ್ತೀಚೆಗೆ ಉಂಟಾಗಿರುವ ಬದಲಾವಣೆಗಳ ಕುರಿತು ಚರ್ಚಿಸಿದ ಶಿಕ್ಷಣ ಪ್ರೇಮಿಗಳು ತ್ರಿಭಾಷಾ ಸೂತ್ರದ ಅಗತ್ಯವನ್ನು ವ್ಯಕ್ತಪಡಿಸಿದರು. ಪ್ರಕಟಣೆಯಲ್ಲಿ ಸುದ್ದಿಗೋಷ್ಠಿಯಲ್ಲಿ ಮಾತನಾಡಿದ ಬಿಜೆಪಿ ಶಿಕ್ಷಣ ಪ್ರಕೋಷ್ಠದ ರಾಜ್ಯ ಸಂಚಾಲಕ ಡಾ. ಸಿ.ಬಿ. ಶೇಖರ್ ಅವರು, ರಾಜ್ಯದ ಕಾಂಗ್ರೆಸ್ ಸರ್ಕಾರವು ದ್ವಿಭಾಷಾ ಸೂತ್ರದ ಅಡಿಯಲ್ಲಿ ವಿದ್ಯಾರ್ಥಿಗಳು ಹಿಂದಿ ಭಾಷೆಯನ್ನು ಕಲಿಯುವುದನ್ನು ತಡೆಯುವ ಪ್ರಯತ್ನ ನಡೆಸುತ್ತಿದೆ ಎಂದು ಆರೋಪಿಸಿದರು. ದೇಶದ ಬಹುಪಾಲು ಜನರು ಮಾತನಾಡುವ ಹಿಂದಿ ಭಾಷೆಯ ಜ್ಞಾನ ವಿದ್ಯಾರ್ಥಿಗಳ ಭವಿಷ್ಯದ ಉದ್ಯೋಗಾವಕಾಶಗಳಿಗೆ ಅನುಕೂಲಕರವಾಗಿದೆ. ಕೇಂದ್ರ ಸರ್ಕಾರದ ಉದ್ಯೋಗಗಳು, ಸ್ಪರ್ಧಾತ್ಮಕ ಪರೀಕ್ಷೆಗಳು ಹಾಗೂ ವ್ಯಾಪಾರ ವಹಿವಾಟುಗಳಲ್ಲಿ ಹಿಂದಿ ಅತ್ಯಂತ ಉಪಯುಕ್ತ ಎಂದರು. ಈ ಸಂದರ್ಭದಲ್ಲಿ ಸಂಘಟನೆಯ ಪದಾಧಿಕಾರಿಗಳು ಹಾಗೂ ಶಿಕ್ಷಣ ತಜ್ಞರು ಉಪಸ್ಥಿತರಿದ್ದರು. bbox=[594, 121, 754, 319]
bullet-arrow-icon: ▶ bbox=[772, 550, 779, 560]
horoscope-sign bbox=[28, 748, 109, 782]
masthead-date: 2 ಏಪ್ರಿಲ್ 2026 bbox=[798, 54, 866, 67]
sign-name: ಮಿಥುನ bbox=[43, 634, 68, 646]
press-photo bbox=[762, 120, 918, 212]
lucky-number: ಅದೃಷ್ಟ ಸಂಖ್ಯೆ: 0,4,9,2 bbox=[76, 818, 146, 827]
article-text: ಸಾಮಾಜಿಕ ಜಾಲತಾಣಗಳಲ್ಲಿ ಮಕ್ಕಳ ಸುರಕ್ಷತೆ ಕಾಪಾಡುವ ನಿಟ್ಟಿನಲ್ಲಿ ಕೇಂದ್ರ ಸರ್ಕಾರವು ಹೊಸ ಡಿಜಿಟಲ್ ನೀತಿಯ ಕರಡು ಸಿದ್ಧಪಡಿಸಿದೆ. 16 ವರ್ಷದೊಳಗಿನ ಮಕ್ಕಳು ಸಾಮಾಜಿಕ ಜಾಲತಾಣ ಬಳಸಲು ಪೋಷಕರ ಅನುಮತಿ ಕಡ್ಡಾಯಗೊಳಿಸುವ ಪ್ರಸ್ತಾವನೆ ಇದರಲ್ಲಿದೆ. ಆಸ್ಟ್ರೇಲಿಯಾ ಮಾದರಿಯಲ್ಲಿ ನಿರ್ಬಂಧ ಹೇರುವ ಕುರಿತು ಚರ್ಚೆ ನಡೆದಿದೆ. ಡಿಜಿಟಲ್ ವ್ಯಸನದಿಂದ ಮಕ್ಕಳನ್ನು ರಕ್ಷಿಸುವುದು ಇದರ ಉದ್ದೇಶವಾಗಿದೆ. ಸಾರ್ವಜನಿಕರ ಅಭಿಪ್ರಾಯ ಸಂಗ್ರಹಿಸಿದ ಬಳಿಕ ಅಂತಿಮ ನಿಯಮ ಜಾರಿಗೆ ಬರಲಿದೆ ಎಂದು ಸಚಿವಾಲಯದ ಮೂಲಗಳು ತಿಳಿಸಿವೆ. bbox=[700, 843, 918, 941]
zodiac-icon bbox=[113, 748, 125, 760]
sign-name: ಮೀನ bbox=[128, 748, 146, 760]
zodiac-icon bbox=[113, 558, 125, 570]
horoscope-sign bbox=[113, 748, 194, 782]
person-silhouette bbox=[774, 140, 800, 194]
article-text: ಇತ್ತೀಚೆಗಷ್ಟೇ ಅಮೆರಿಕ ತನ್ನ ಪಡೆಗಳನ್ನು ಪೋಲೆಂಡ್‌ನಲ್ಲಿ ನಿಯೋಜಿಸಿದ್ದು, ಯುರೋಪ್ ರಕ್ಷಣೆಯ ಹೊಣೆಯನ್ನು ಯುರೋಪಿಯನ್ನರೇ ವಹಿಸಿಕೊಳ್ಳಬೇಕು ಎಂದು ಟ್ರಂಪ್ ಹೇಳಿದ್ದಾರೆ. ಜರ್ಮನಿ ಸೇರಿದಂತೆ ಹಲವು ರಾಷ್ಟ್ರಗಳು ರಕ್ಷಣಾ ವೆಚ್ಚ ಹೆಚ್ಚಿಸುತ್ತಿವೆ. bbox=[798, 417, 918, 503]
kidi-title-1: ಕಿಡಿ bbox=[74, 382, 88, 396]
zodiac-icon bbox=[113, 596, 125, 608]
person-silhouette bbox=[582, 502, 632, 592]
horoscope-box bbox=[28, 532, 194, 848]
article-body-left bbox=[594, 120, 754, 360]
sign-text: ಹೊಸ ಅವಕಾಶ ಕೈಬೀಸಿ ಕರೆಯಲಿದೆ. ಆತುರದ ನಿರ್ಧಾರ bbox=[113, 761, 190, 781]
article-text: ಉಪಶಮನ ಆರೈಕೆ ನೀಡುವ ಕಾರ್ಯಕ್ರಮದಲ್ಲಿ ಸರ್ಕಾರೇತರ ಸಂಸ್ಥೆಗಳ ಸಹಭಾಗಿತ್ವ ಪಡೆಯಲಾಗುವುದು. ನಿರ್ದೇಶಕ ಡಾ. ನಾಗರಾಜ್ ಸೇರಿದಂತೆ ಹಿರಿಯ ಅಧಿಕಾರಿಗಳು ಸಭೆಯಲ್ಲಿ ಭಾಗವಹಿಸಿದ್ದರು. bbox=[516, 735, 662, 795]
list-item bbox=[772, 588, 918, 621]
article-text: ಕೃಷಿ ಸಚಿವ ಚಲುವರಾಯಸ್ವಾಮಿ ಅವರ ನೇತೃತ್ವದ ಕೃಷಿ ಸಚಿವರ ಕಚೇರಿ ಸಾರ್ವಜನಿಕ ಸ್ನೇಹಿ ಆಡಳಿತದ ಭಾಗವಾಗಿ 2025–26ನೇ ಸಾಲಿನಲ್ಲಿ ಶೇ.100 ಕಡತ ವಿಲೇವಾರಿ ಸಾಧನೆ ಮಾಡಿದೆ. ವಿಶೇಷವೆಂದರೆ ಸಚಿವರ ಕಚೇರಿಗೆ ಬಂದ ಎಲ್ಲಾ ಕಡತ ಗಳನ್ನು ಸಮಯಬದ್ಧವಾಗಿ ಪರಿಶೀಲಿಸಿ ನಿಯಮಾನುಸಾರವಾಗಿ ವಿಲೇವಾರಿ ಮಾಡಲಾಗಿದ್ದು ಒಂದು ಕಡತವನ್ನೂ ಬಾಕಿ ಉಳಿಸದೆ ಒಟ್ಟು 999 ಕಡತಗಳನ್ನು ಪರಿಶೀಲಿಸಿ ಪೂರ್ಣವಾಗಿ ವಿಲೇವಾರಿ ಮಾಡಲಾಗಿದೆ. ಜತೆಗೆ ಮಾರ್ಚ್ ಅಂತ್ಯದವರೆಗೆ ಸ್ವೀಕರಿಸಲ್ಪಟ್ಟ 4201 ಪತ್ರಗಳನ್ನೂ ಸಮರ್ಪಕವಾಗಿ ಪರಿಶೀಲಿಸಿ ನಿರ್ವಹಿಸಲಾಗಿದೆ. ವಿಧಾನಸಭೆ ಹಾಗೂ ವಿಧಾನಪರಿಷತ್ ಸದಸ್ಯರು ಕೃಷಿ ಇಲಾಖೆಗೆ ಕೇಳಿದ ಒಟ್ಟು 352 ಪ್ರಶ್ನೆಗಳಿಗೆ ಸಕಾಲದಲ್ಲಿ ಸಮರ್ಪಕ ಉತ್ತರ ನೀಡಲಾಗಿದ್ದು ಒಂದು ಪ್ರಶ್ನೆಯೂ ಬಾಕಿ ಉಳಿದಿಲ್ಲ. ಕಳೆದ ಮೂರು ವರ್ಷಗಳಿಂದಲೂ ಸಚಿವರ ಕಚೇರಿಯಲ್ಲಿ ನಿರಂತರವಾಗಿ ಶೇ.100ರಷ್ಟು ಕಡತ ವಿಲೇವಾರಿಯನ್ನು ಸಾಧಿಸಲಾಗುತ್ತಿದ್ದು, ಇದು ಆಡಳಿತದ ದಕ್ಷತೆ ಮತ್ತು ಪಾರದರ್ಶಕತೆಯ ಪ್ರತೀಕವಾಗಿದೆ. ಈ ಸಾಧನೆಗೆ ಸಹಕರಿಸಿದ ಸಿಬ್ಬಂದಿಯ ಶ್ರಮವನ್ನು ಸಚಿವರು ಶ್ಲಾಘಿಸಿದ್ದಾರೆ. bbox=[28, 151, 218, 361]
story9-body-col2 bbox=[388, 1338, 736, 1432]
registration-marks-2 bbox=[340, 1444, 381, 1452]
article-text: ಕೇಂದ್ರದಲ್ಲಿ ಕೃಷಿ ಅಭಿವೃದ್ಧಿಗಾಗಿ ಅಗತ್ಯ ಕ್ರಮ ಕೈಗೊಳ್ಳಲಾಗಿದ್ದು, ಪಶ್ಚಿಮ ಏಷ್ಯಾ ಬಿಕ್ಕಟ್ಟಿನ ನಡುವೆಯೂ ದೇಶದಲ್ಲಿ ಅನಿಲ ಮತ್ತು ತೈಲ ಪೂರೈಕೆಗೆ ಯಾವುದೇ ತೊಂದರೆ ಇಲ್ಲ ಎಂದು ಸಚಿವ ಹರ್ದೀಪ್ ಸಿಂಗ್ ಪುರಿ ತಿಳಿಸಿದರು. ಎಲ್‌ಪಿಜಿ ದಾಸ್ತಾನು ಸಮರ್ಪಕವಾಗಿದ್ದು, ಸಾರ್ವಜನಿಕರು ಆತಂಕಪಡಬೇಕಿಲ್ಲ ಎಂದರು. ವಿವಿಧ ರಾಷ್ಟ್ರಗಳಿಂದ ಕಚ್ಚಾ ತೈಲ ಆಮದು ಮಾಡಿಕೊಳ್ಳಲು ಒಪ್ಪಂದ ಮಾಡಿಕೊಳ್ಳಲಾಗಿದೆ. ವಿದ್ಯುತ್ ಸ್ಥಾವರಗಳಿಗೆ ಕಲ್ಲಿದ್ದಲು ಪೂರೈಕೆಯನ್ನೂ ಹೆಚ್ಚಿಸಲಾಗಿದೆ. bbox=[674, 551, 766, 749]
sign-name: ತುಲಾ bbox=[128, 558, 147, 570]
sign-text: ಕೆಲಸದಲ್ಲಿ ಹೆಚ್ಚು ಒತ್ತಡ. ಸ್ನೇಹಿತರ ಬೆಂಬಲ ಸಿಗಲಿದೆ. bbox=[113, 571, 182, 591]
lead-body-col2 bbox=[364, 734, 510, 814]
cartoonist-signature: ರಾಮಚಂದ್ರ bbox=[245, 347, 275, 356]
dateline: ▪ದೆಹಲಿ: bbox=[674, 551, 708, 561]
section-rule bbox=[700, 1020, 918, 1021]
zodiac-icon bbox=[28, 634, 40, 646]
research-title: ಆಧುನಿಕ ಸಂಶೋಧನಾ ಕೇಂದ್ರ bbox=[778, 1186, 882, 1199]
headline-line1: ಒರಾಕಲ್‌ನ 12 ಸಾವಿರ bbox=[57, 880, 165, 896]
article-body bbox=[28, 150, 218, 370]
headline: ಅನಿಲ, ತೈಲ ಪೂರೈಕೆಗೆ ಅಗತ್ಯ ಕ್ರಮ bbox=[674, 528, 831, 544]
horoscope-sign bbox=[113, 558, 194, 592]
chaha-title-1: ಚಹಾ ಎಲೆ ಕೊಯ್ದು bbox=[571, 852, 641, 865]
list-item-text: ನೈಸರ್ಗಿಕ ಅನಿಲ (ಎಲ್‌ಎನ್‌ಜಿ) ಕಾರ್ಗೋ ಪೂರೈಕೆಯ ಕುರಿತು ಪರಿಶೀಲನೆ bbox=[782, 626, 895, 647]
list-item bbox=[772, 550, 918, 583]
shishtachara-box bbox=[388, 1182, 736, 1332]
masthead-rule bbox=[28, 88, 918, 90]
zodiac-icon bbox=[28, 596, 40, 608]
sign-text: ಮಾನಸಿಕ ಶಾಂತಿ. ಕುಟುಂಬದಲ್ಲಿ ಸಮಸ್ಯೆ ಬಗೆಹರಿಯಲಿದೆ. bbox=[28, 723, 108, 743]
shishtachara-title: ಶಿಷ್ಟಾಚಾರ ಹೆಸರಲ್ಲಿ ಅವಮಾನ: ಭಕ್ತರ ಆಕ್ರೋಶ bbox=[394, 1186, 561, 1199]
person-figure-icon bbox=[365, 251, 425, 351]
bullet-arrow-icon: ▶ bbox=[772, 588, 779, 598]
lead-body-col3 bbox=[516, 734, 662, 814]
story-hindi-learning bbox=[594, 94, 918, 366]
cartoon-panel bbox=[224, 94, 584, 366]
bullet-arrow-icon: ▶ bbox=[772, 653, 779, 663]
story9-body-col1 bbox=[206, 1182, 382, 1432]
person-silhouette bbox=[850, 138, 876, 196]
dateline: ▪ಬೆಂಗಳೂರು: bbox=[206, 449, 255, 459]
list-item-text: ತೈಲ ಸಂಗ್ರಹಣೆ ಮತ್ತು ವಿತರಣೆಯ ಮೇಲ್ವಿಚಾರಣೆ bbox=[782, 766, 914, 776]
sign-name: ಕಟಕ bbox=[43, 672, 59, 684]
cartoon-tag-line2: ಬಾಣ bbox=[318, 117, 338, 130]
photo-caption-body: ಕ್ಯಾನ್ಸರ್ ರೋಗಿಗಳು ಏನೋ ಜೀವನ ಸಾಗಿಸುವುದು ಕಷ್ಟದ ಕೆಲಸ. ಕುಟುಂಬದವರು ಹಾಗೂ ಆರೈಕೆದಾರರು ರೋಗಿಗಳ ನೋವು ಹಂಚಿಕೊಳ್ಳುವುದು ಅಗತ್ಯ. ಮನೆಯಲ್ಲೇ ಆರೈಕೆ ನೀಡಲು ಸೂಕ್ತ ತರಬೇತಿ ಅವಶ್ಯಕ ಎಂದು ತಜ್ಞರು ಅಭಿಪ್ರಾಯಪಟ್ಟರು. bbox=[370, 663, 656, 698]
story-digital-draft bbox=[700, 822, 918, 1018]
kidi-nudi-box bbox=[28, 378, 194, 526]
